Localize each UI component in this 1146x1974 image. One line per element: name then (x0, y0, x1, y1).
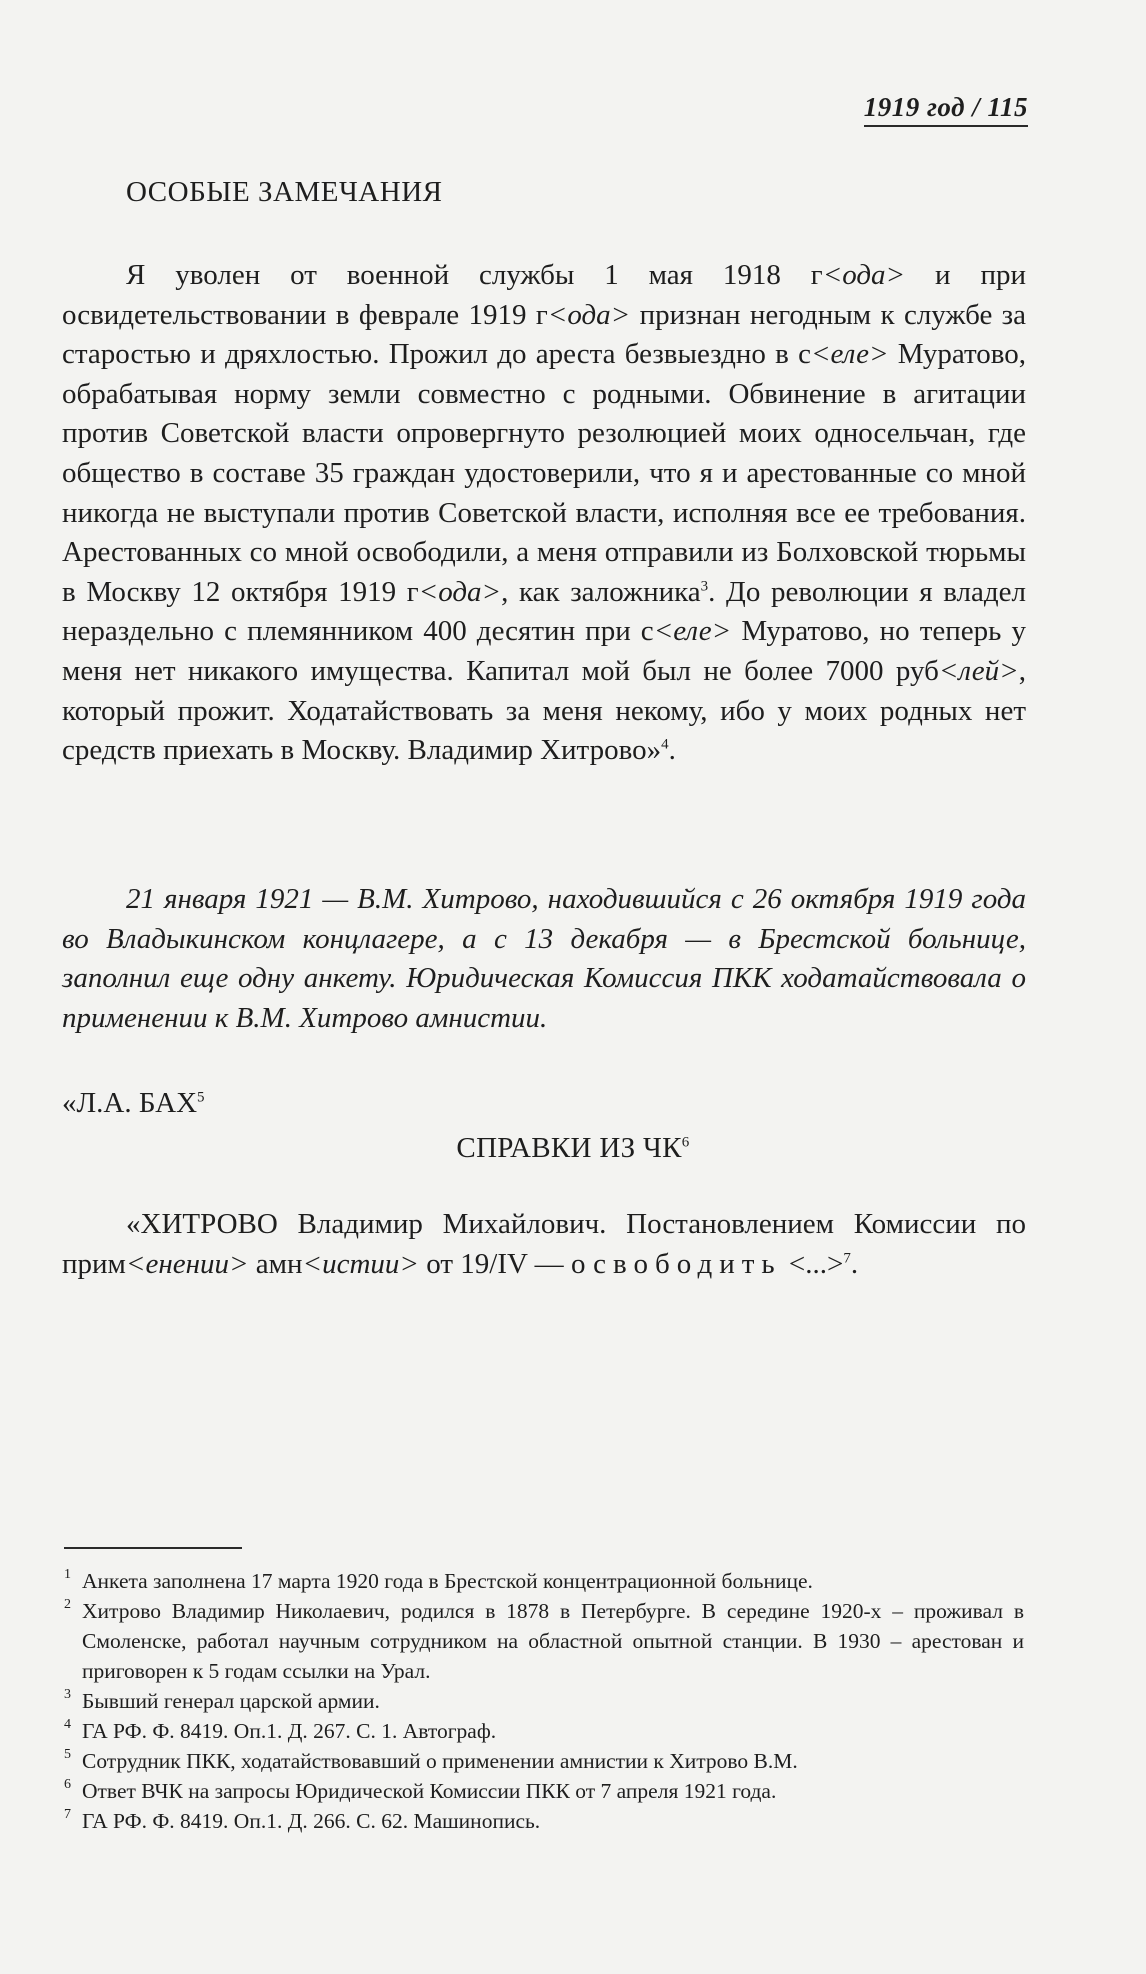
footnote (64, 1806, 1024, 1836)
editorial-insert: <истии> (302, 1247, 419, 1280)
text-run: Муратово, обрабатывая норму земли совместно с родными. Обвинение в агитации против Советской власти опровергнуто резолюцией моих односельчан, где общество в составе 35 граждан удостоверили, что я и арестованные со мной никогда не выступали против Советской власти, исполняя все ее требования. Арестованных со мной освободили, а меня отправили из Болховской тюрьмы в Москву 12 октября 1919 г (62, 338, 1026, 608)
text-run: . До революции я владел нераздельно с племянником 400 десятин при с (62, 575, 1026, 648)
text-run: признан негодным к службе за старостью и дряхлостью. Прожил до ареста безвыездно в с (62, 298, 1026, 371)
footnote-text: Анкета заполнена 17 марта 1920 года в Брестской концентрационной больнице. (82, 1569, 813, 1593)
footnote-number: 5 (64, 1747, 71, 1762)
footnote-number: 2 (64, 1597, 71, 1612)
editorial-insert: <лей> (938, 654, 1019, 687)
paragraph-1 (62, 256, 1026, 771)
footnote-number: 3 (64, 1687, 71, 1702)
text-run: . (850, 1247, 859, 1280)
editorial-insert: <еле> (810, 338, 889, 371)
editorial-insert: <еле> (653, 615, 732, 648)
sender-line (62, 1087, 205, 1120)
footnote-text: Бывший генерал царской армии. (82, 1689, 380, 1713)
spaced-emphasis: освободить (570, 1247, 782, 1280)
text-run: «ХИТРОВО Владимир Михайлович. Постановлением Комиссии по прим (62, 1208, 1026, 1280)
subtitle-text: СПРАВКИ ИЗ ЧК (456, 1132, 682, 1164)
footnote-number: 6 (64, 1777, 71, 1792)
footnotes-list (64, 1566, 1024, 1836)
text-run: <...> (781, 1247, 844, 1280)
editorial-insert: <енении> (125, 1247, 249, 1280)
text-run: Муратово, но теперь у меня нет никакого имущества. Капитал мой был не более 7000 руб (62, 615, 1026, 687)
footnote-divider (64, 1547, 242, 1549)
footnote (64, 1716, 1024, 1746)
footnote (64, 1746, 1024, 1776)
footnote-number: 7 (64, 1807, 71, 1822)
text-run: , который прожит. Ходатайствовать за меня некому, ибо у моих родных нет средств приехать в Москву. Владимир Хитрово» (62, 654, 1026, 767)
footnote (64, 1566, 1024, 1596)
text-run: Я уволен от военной службы 1 мая 1918 г (126, 259, 823, 291)
footnote-text: ГА РФ. Ф. 8419. Оп.1. Д. 267. С. 1. Автограф. (82, 1719, 497, 1743)
footnote (64, 1596, 1024, 1686)
text-run: , как заложника (501, 575, 701, 608)
footnote-text: ГА РФ. Ф. 8419. Оп.1. Д. 266. С. 62. Машинопись. (82, 1809, 541, 1833)
editorial-insert: <ода> (822, 259, 906, 291)
editorial-insert: <ода> (547, 298, 631, 331)
text-run: и при освидетельствовании в феврале 1919 г (62, 259, 1026, 331)
paragraph-3 (62, 1205, 1026, 1284)
subtitle (0, 1132, 1146, 1165)
sender-name: «Л.А. БАХ (62, 1087, 198, 1119)
footnote-ref: 3 (700, 578, 709, 595)
footnote-text: Хитрово Владимир Николаевич, родился в 1878 в Петербурге. В середине 1920-х – проживал в Смоленске, работал научным сотрудником на областной опытной станции. В 1930 – арестован и приговорен к 5 годам ссылки на Урал. (82, 1599, 1024, 1683)
section-title: ОСОБЫЕ ЗАМЕЧАНИЯ (126, 176, 443, 208)
editorial-insert: <ода> (418, 575, 502, 608)
footnote-ref: 4 (661, 736, 669, 753)
text-run: . (668, 734, 676, 767)
footnote-number: 4 (64, 1717, 71, 1732)
paragraph-2-editorial-note: 21 января 1921 — В.М. Хитрово, находившийся с 26 октября 1919 года во Владыкинском концлагере, а с 13 декабря — в Брестской больнице, заполнил еще одну анкету. Юридическая Комиссия ПКК ходатайствовала о применении к В.М. Хитрово амнистии. (62, 883, 1026, 1034)
footnote (64, 1776, 1024, 1806)
text-run: от 19/IV — (419, 1247, 571, 1280)
footnote-ref: 6 (681, 1134, 690, 1151)
footnote-number: 1 (64, 1567, 71, 1582)
text-run: амн (248, 1247, 303, 1280)
footnote-text: Ответ ВЧК на запросы Юридической Комиссии ПКК от 7 апреля 1921 года. (82, 1779, 777, 1803)
footnote-ref: 7 (843, 1249, 851, 1266)
footnote (64, 1686, 1024, 1716)
footnote-text: Сотрудник ПКК, ходатайствовавший о применении амнистии к Хитрово В.М. (82, 1749, 798, 1773)
running-head: 1919 год / 115 (864, 92, 1028, 127)
footnote-ref: 5 (197, 1089, 205, 1106)
